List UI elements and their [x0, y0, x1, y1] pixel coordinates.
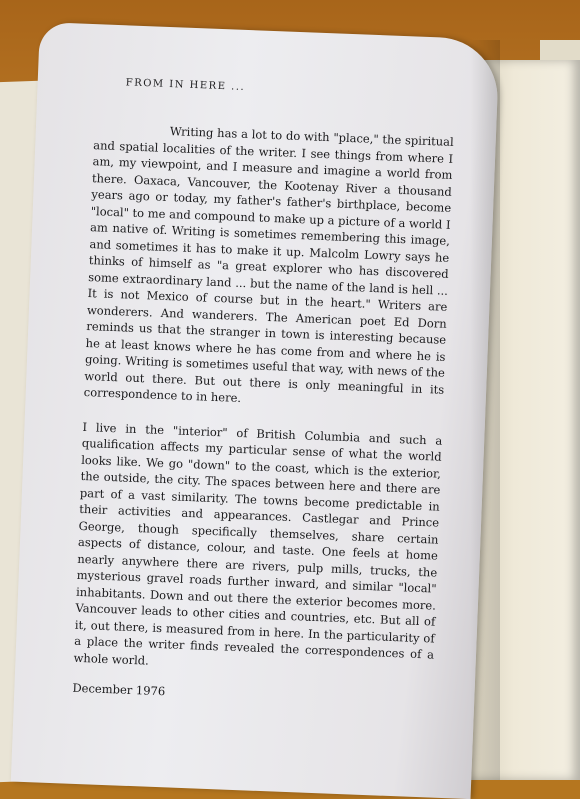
running-head: FROM IN HERE ...: [125, 77, 246, 93]
book-page: [11, 22, 500, 799]
paragraph-2: I live in the "interior" of British Columbia and such a qualification affects my particular sense of what the world looks like. We go "down" to the coast, which is the exterior, the outside, the city. The spaces between here and there are part of a vast similarity. The towns become predictable in their activities and appearances. Castlegar and Prince George, though specifically themselves, share certain aspects of distance, colour, and taste. One feels at home nearly anywhere there are rivers, pulp mills, trucks, the mysterious gravel roads further inward, and similar "local" inhabitants. Down and out there the exterior becomes more. Vancouver leads to other cities and countries, etc. But all of it, out there, is measured from in here. In the particularity of a place the writer finds revealed the correspondences of a whole world.: [73, 419, 443, 668]
page-body: [72, 120, 454, 710]
page-curl-shadow: [470, 40, 500, 780]
date-signoff: December 1976: [72, 680, 166, 699]
paragraph-1: Writing has a lot to do with "place," the spiritual and spatial localities of the writer. I see things from where I am, my viewpoint, and I measure and imagine a world from there. Oaxaca, Vancouver, the Kootenay River a thousand years ago or today, my father's father's birthplace, become "local" to me and compound to make up a picture of a world I am native of. Writing is sometimes remembering this image, and sometimes it has to make it up. Malcolm Lowry says he thinks of himself as "a great explorer who has discovered some extraordinary land ... but the name of the land is hell ... It is not Mexico of course but in the heart." Writers are wonderers. And wanderers. The American poet Ed Dorn reminds us that the stranger in town is interesting because he at least knows where he has come from and where he is going. Writing is sometimes useful that way, with news of the world out there. But out there is only meaningful in its correspondence to in here.: [83, 124, 454, 405]
